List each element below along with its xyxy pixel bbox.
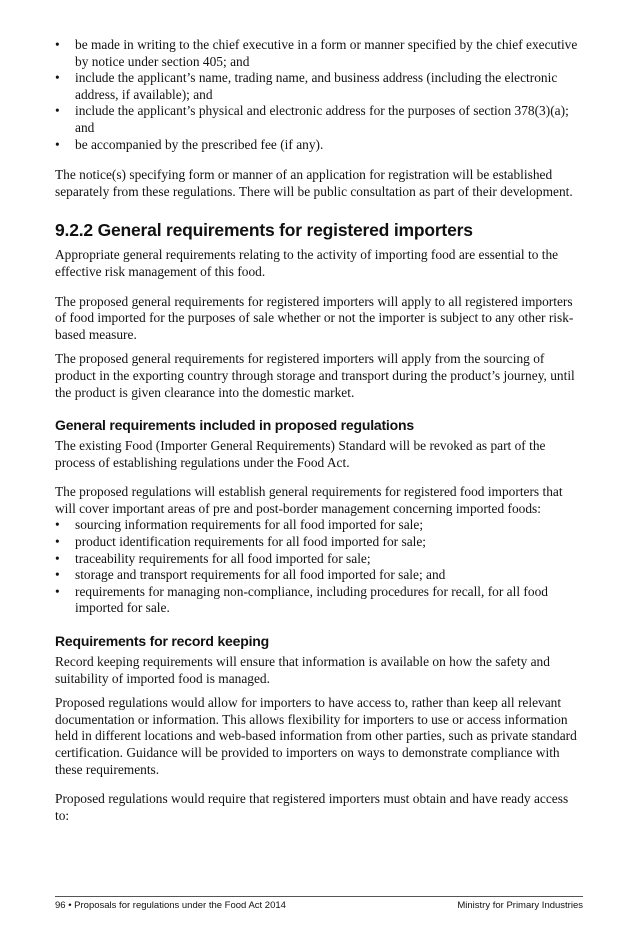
paragraph: The proposed regulations will establish general requirements for registered food importers that will cover important areas of pre and post-border management concerning imported foods: (55, 484, 563, 516)
paragraph: Record keeping requirements will ensure that information is available on how the safety and suitability of imported food is managed. (55, 654, 550, 686)
paragraph-notice: The notice(s) specifying form or manner of an application for registration will be established separately from these regulations. There will be public consultation as part of their development. (55, 167, 573, 199)
list-item: • traceability requirements for all food imported for sale; (55, 550, 371, 566)
section-heading-9-2-2: 9.2.2 General requirements for registered importers (55, 220, 473, 241)
bullet-icon: • (55, 534, 60, 550)
list-item: • include the applicant’s name, trading name, and business address (including the electronic address, if available); and (55, 70, 558, 102)
bullet-icon: • (55, 567, 60, 583)
footer-left: 96 • Proposals for regulations under the Food Act 2014 (55, 900, 286, 911)
bullet-icon: • (55, 550, 60, 566)
list-item: • requirements for managing non-compliance, including procedures for recall, for all food imported for sale. (55, 583, 548, 616)
page-content (55, 37, 583, 824)
list-item: • include the applicant’s physical and electronic address for the purposes of section 378(3)(a); and (55, 103, 569, 135)
paragraph: Proposed regulations would allow for importers to have access to, rather than keep all relevant documentation or information. This allows flexibility for importers to use or access information held in different locations and web-based information from other parties, such as private standard certification. Guidance will be provided to importers on ways to demonstrate compliance with these requirements. (55, 695, 577, 777)
subheading-record-keeping: Requirements for record keeping (55, 633, 269, 650)
bullet-icon: • (55, 517, 60, 533)
paragraph: The proposed general requirements for registered importers will apply to all registered importers of food imported for the purposes of sale whether or not the importer is subject to any other risk-based measure. (55, 293, 574, 342)
list-item: • product identification requirements for all food imported for sale; (55, 534, 427, 550)
list-item: • storage and transport requirements for all food imported for sale; and (55, 567, 446, 583)
bullet-icon: • (55, 583, 60, 599)
paragraph: The proposed general requirements for registered importers will apply from the sourcing of product in the exporting country through storage and transport during the product’s journey, until the product is given clearance into the domestic market. (55, 351, 575, 400)
bullet-icon: • (55, 70, 60, 86)
paragraph: Appropriate general requirements relating to the activity of importing food are essential to the effective risk management of this food. (55, 247, 559, 279)
list-item: • be accompanied by the prescribed fee (if any). (55, 136, 324, 152)
general-requirements-list (55, 517, 583, 617)
list-item: • sourcing information requirements for all food imported for sale; (55, 517, 424, 533)
list-item: • be made in writing to the chief executive in a form or manner specified by the chief executive by notice under section 405; and (55, 37, 578, 69)
footer-right: Ministry for Primary Industries (457, 900, 583, 911)
application-requirements-list (55, 37, 583, 153)
subheading-general-requirements: General requirements included in proposed regulations (55, 417, 414, 434)
bullet-icon: • (55, 136, 60, 152)
bullet-icon: • (55, 103, 60, 119)
bullet-icon: • (55, 37, 60, 52)
paragraph: The existing Food (Importer General Requirements) Standard will be revoked as part of the process of establishing regulations under the Food Act. (55, 438, 546, 470)
paragraph: Proposed regulations would require that registered importers must obtain and have ready access to: (55, 791, 569, 823)
page-footer (55, 896, 583, 912)
